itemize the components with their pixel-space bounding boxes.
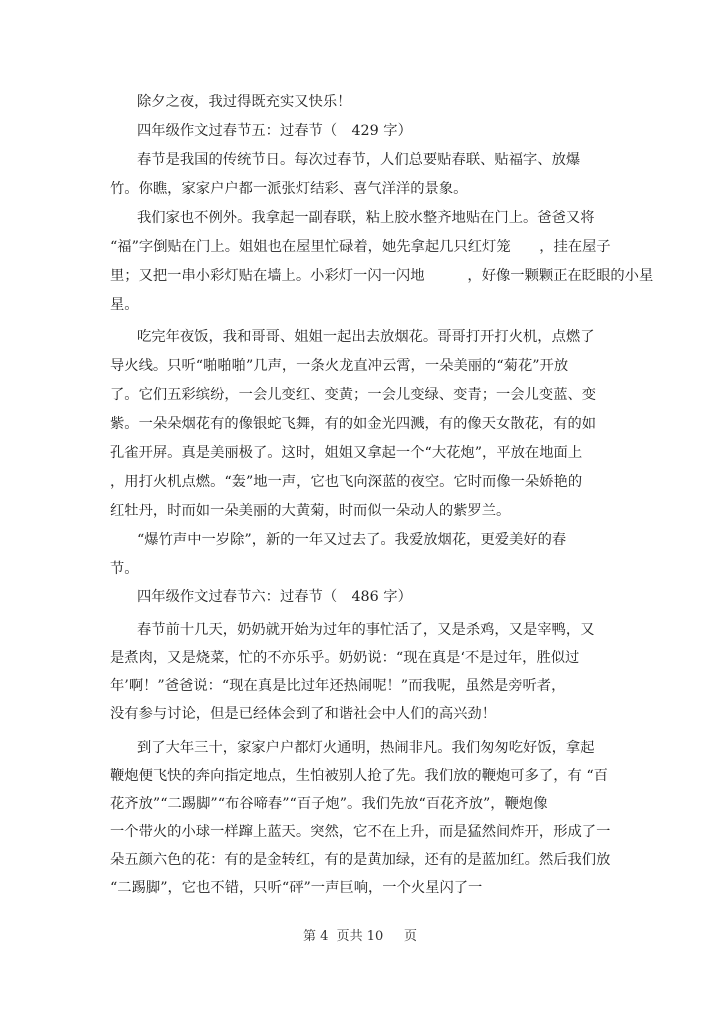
- text-line: 了。它们五彩缤纷，一会儿变红、变黄；一会儿变绿、变青；一会儿变蓝、变: [110, 387, 597, 403]
- section-heading: 四年级作文过春节五：过春节（ 429 字）: [137, 123, 412, 139]
- text-line: 是煮肉，又是烧菜，忙的不亦乐乎。奶奶说：“现在真是‘不是过年，胜似过: [110, 650, 580, 666]
- text-line: “二踢脚”，它也不错，只听“砰”一声巨响，一个火星闪了一: [110, 880, 483, 896]
- text-line: 年’啊！”爸爸说：“现在真是比过年还热闹呢！”而我呢，虽然是旁听者，: [110, 678, 566, 694]
- text-line: “爆竹声中一岁除”，新的一年又过去了。我爱放烟花，更爱美好的春: [137, 532, 567, 548]
- text-line: 紫。一朵朵烟花有的像银蛇飞舞，有的如金光四溅，有的像天女散花，有的如: [110, 416, 597, 432]
- text-line: 竹。你瞧，家家户户都一派张灯结彩、喜气洋洋的景象。: [110, 181, 468, 197]
- page-number-footer: 第 4 页共 10 页: [302, 929, 417, 944]
- text-line: ，用打火机点燃。“轰”地一声，它也飞向深蓝的夜空。它时而像一朵娇艳的: [110, 474, 583, 490]
- text-line: 一个带火的小球一样蹿上蓝天。突然，它不在上升，而是猛然间炸开，形成了一: [110, 824, 611, 840]
- text-line: 我们家也不例外。我拿起一副春联，粘上胶水整齐地贴在门上。爸爸又将: [137, 210, 595, 226]
- text-line: 红牡丹，时而如一朵美丽的大黄菊，时而似一朵动人的紫罗兰。: [110, 503, 511, 519]
- text-line: “福”字倒贴在门上。姐姐也在屋里忙碌着，她先拿起几只红灯笼 ，挂在屋子: [110, 239, 611, 255]
- text-line: 朵五颜六色的花：有的是金转红，有的是黄加绿，还有的是蓝加红。然后我们放: [110, 852, 611, 868]
- text-line: 春节前十几天，奶奶就开始为过年的事忙活了，又是杀鸡，又是宰鸭，又: [137, 622, 595, 638]
- text-line: 里；又把一串小彩灯贴在墙上。小彩灯一闪一闪地 ，好像一颗颗正在眨眼的小星: [110, 268, 654, 284]
- text-line: 春节是我国的传统节日。每次过春节，人们总要贴春联、贴福字、放爆: [137, 152, 581, 168]
- section-heading: 四年级作文过春节六：过春节（ 486 字）: [137, 589, 412, 605]
- text-line: 除夕之夜，我过得既充实又快乐！: [137, 94, 352, 110]
- text-line: 节。: [110, 561, 139, 577]
- text-line: 没有参与讨论，但是已经体会到了和谐社会中人们的高兴劲！: [110, 706, 497, 722]
- text-line: 星。: [110, 297, 139, 313]
- text-line: 孔雀开屏。真是美丽极了。这时，姐姐又拿起一个“大花炮”，平放在地面上: [110, 445, 583, 461]
- text-line: 到了大年三十，家家户户都灯火通明，热闹非凡。我们匆匆吃好饭，拿起: [137, 740, 595, 756]
- text-line: 花齐放”“二踢脚”“布谷啼春”“百子炮”。我们先放“百花齐放”，鞭炮像: [110, 796, 548, 812]
- text-line: 吃完年夜饭，我和哥哥、姐姐一起出去放烟花。哥哥打开打火机，点燃了: [137, 329, 595, 345]
- text-line: 鞭炮便飞快的奔向指定地点，生怕被别人抢了先。我们放的鞭炮可多了，有 “百: [110, 768, 608, 784]
- text-line: 导火线。只听“啪啪啪”几声，一条火龙直冲云霄，一朵美丽的“菊花”开放: [110, 358, 569, 374]
